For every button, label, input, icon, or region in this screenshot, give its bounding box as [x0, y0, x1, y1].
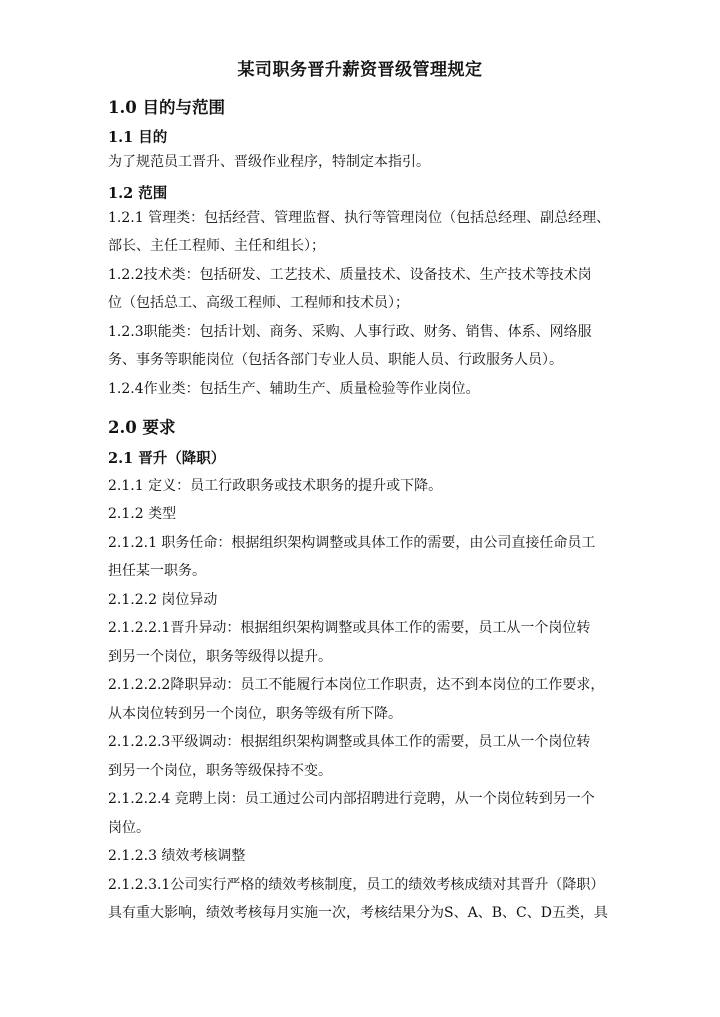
paragraph-line: 2.1.2.2.3平级调动：根据组织架构调整或具体工作的需要，员工从一个岗位转	[108, 734, 591, 750]
heading-scope: 1.2 范围	[108, 185, 168, 202]
heading-promotion: 2.1 晋升（降职）	[108, 450, 226, 467]
paragraph-line: 岗位。	[108, 820, 150, 836]
paragraph-line: 具有重大影响，绩效考核每月实施一次，考核结果分为S、A、B、C、D五类，具	[108, 905, 608, 921]
paragraph-line: 部长、主任工程师、主任和组长）；	[108, 238, 325, 254]
paragraph-line: 2.1.1 定义：员工行政职务或技术职务的提升或下降。	[108, 478, 443, 494]
paragraph-line: 从本岗位转到另一个岗位，职务等级有所下降。	[108, 706, 402, 722]
paragraph-line: 担任某一职务。	[108, 563, 206, 579]
document-title: 某司职务晋升薪资晋级管理规定	[237, 60, 483, 80]
paragraph-line: 2.1.2.2.1晋升异动：根据组织架构调整或具体工作的需要，员工从一个岗位转	[108, 620, 591, 636]
heading-1-purpose-scope: 1.0 目的与范围	[108, 98, 225, 117]
paragraph-line: 2.1.2.2.4 竞聘上岗：员工通过公司内部招聘进行竞聘，从一个岗位转到另一个	[108, 791, 595, 807]
paragraph-line: 到另一个岗位，职务等级保持不变。	[108, 763, 332, 779]
heading-purpose: 1.1 目的	[108, 129, 168, 146]
paragraph-line: 2.1.2.2.2降职异动：员工不能履行本岗位工作职责，达不到本岗位的工作要求，	[108, 677, 605, 693]
paragraph-line: 2.1.2.3.1公司实行严格的绩效考核制度，员工的绩效考核成绩对其晋升（降职）	[108, 877, 605, 893]
paragraph-line: 位（包括总工、高级工程师、工程师和技术员）；	[108, 295, 409, 311]
paragraph-line: 1.2.1 管理类：包括经营、管理监督、执行等管理岗位（包括总经理、副总经理、	[108, 210, 611, 226]
paragraph-line: 1.2.4作业类：包括生产、辅助生产、质量检验等作业岗位。	[108, 381, 480, 397]
heading-1-requirements: 2.0 要求	[108, 418, 176, 437]
paragraph-line: 1.2.3职能类：包括计划、商务、采购、人事行政、财务、销售、体系、网络服	[108, 324, 592, 340]
paragraph-line: 为了规范员工晋升、晋级作业程序，特制定本指引。	[108, 154, 430, 170]
paragraph-line: 1.2.2技术类：包括研发、工艺技术、质量技术、设备技术、生产技术等技术岗	[108, 267, 592, 283]
paragraph-line: 到另一个岗位，职务等级得以提升。	[108, 649, 332, 665]
paragraph-line: 2.1.2.2 岗位异动	[108, 592, 218, 608]
paragraph-line: 2.1.2.1 职务任命：根据组织架构调整或具体工作的需要，由公司直接任命员工	[108, 535, 596, 551]
paragraph-line: 务、事务等职能岗位（包括各部门专业人员、职能人员、行政服务人员）。	[108, 352, 563, 368]
paragraph-line: 2.1.2 类型	[108, 506, 177, 522]
paragraph-line: 2.1.2.3 绩效考核调整	[108, 848, 246, 864]
